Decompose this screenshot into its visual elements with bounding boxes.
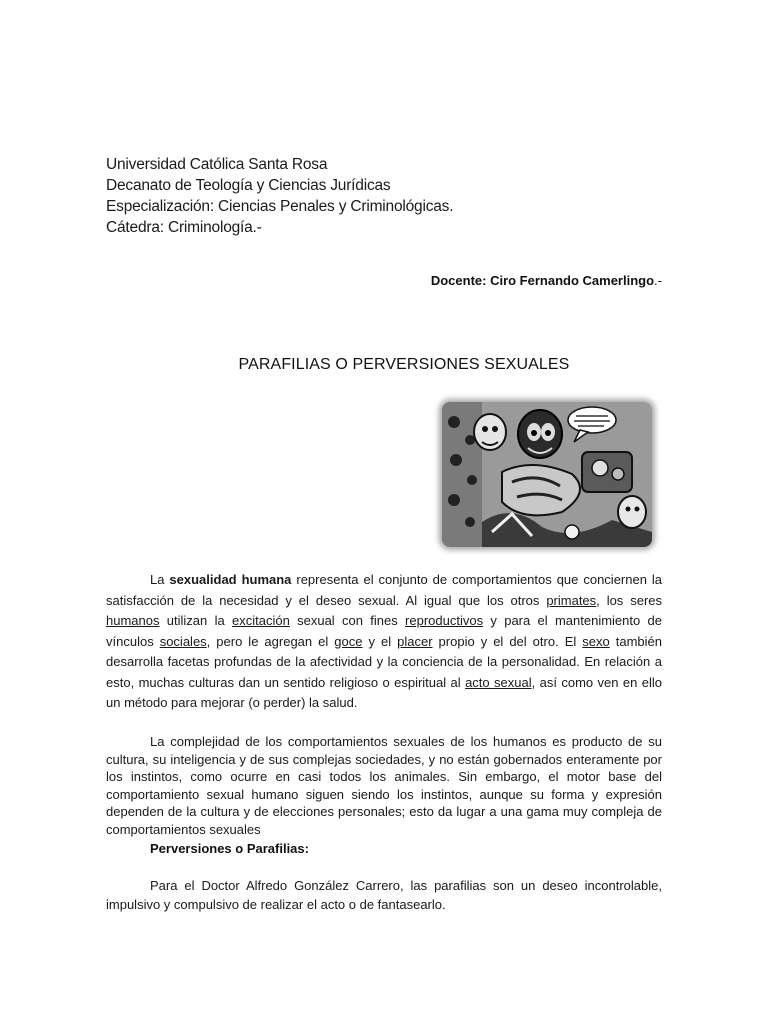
- para1-text: , pero le agregan el: [206, 633, 335, 649]
- term-sexualidad-humana: sexualidad humana: [169, 572, 292, 587]
- para1-text: sexual con fines: [289, 613, 406, 628]
- para1-text: La: [150, 572, 170, 587]
- faculty-name: Decanato de Teología y Ciencias Jurídicas: [106, 177, 391, 194]
- paragraph-complejidad: [106, 733, 662, 838]
- link-goce[interactable]: goce: [334, 633, 363, 649]
- specialization-name: Especialización: Ciencias Penales y Criminológicas.: [106, 198, 454, 215]
- link-sociales[interactable]: sociales: [159, 633, 207, 649]
- link-acto-sexual[interactable]: acto sexual: [465, 674, 532, 690]
- para1-text: , los seres: [596, 592, 663, 608]
- link-placer[interactable]: placer: [397, 633, 433, 649]
- paragraph-definicion: [106, 876, 662, 914]
- link-humanos[interactable]: humanos: [106, 613, 160, 628]
- para1-text: representa el conjunto de comportamientos que conciernen la satisfacción de la necesidad y el deseo sexual. Al igual que los otros: [106, 572, 663, 608]
- document-title: PARAFILIAS O PERVERSIONES SEXUALES: [238, 356, 570, 373]
- institution-header: [106, 154, 666, 238]
- para1-text: también desarrolla facetas profundas de la afectividad y la conciencia de la personalidad. En relación a esto, muchas culturas dan un sentido religioso o espiritual al: [106, 633, 662, 690]
- instructor-suffix: .-: [654, 273, 662, 288]
- link-sexo[interactable]: sexo: [582, 633, 610, 649]
- para1-text: y el: [362, 633, 398, 649]
- course-name: Cátedra: Criminología.-: [106, 219, 262, 236]
- para2-text: La complejidad de los comportamientos sexuales de los humanos es producto de su cultura, su inteligencia y de sus complejas sociedades, y no están gobernados enteramente por los instintos, como ocurre en casi todos los animales. Sin embargo, el motor base del comportamiento sexual humano siguen siendo los instintos, aunque su forma y expresión dependen de la cultura y de elecciones personales; esto da lugar a una gama muy compleja de comportamientos sexuales: [106, 734, 662, 837]
- link-primates[interactable]: primates: [546, 592, 597, 608]
- comic-illustration-icon: [442, 402, 652, 547]
- para1-text: utilizan la: [159, 613, 232, 628]
- paragraph-sexualidad: [106, 570, 662, 714]
- para1-text: propio y el del otro. El: [432, 633, 583, 649]
- instructor-line: [431, 273, 662, 288]
- link-excitacion[interactable]: excitación: [232, 613, 290, 628]
- instructor-name: Docente: Ciro Fernando Camerlingo: [430, 273, 655, 288]
- para3-text: Para el Doctor Alfredo González Carrero, las parafilias son un deseo incontrolable, impulsivo y compulsivo de realizar el acto o de fantasearlo.: [106, 878, 662, 912]
- university-name: Universidad Católica Santa Rosa: [106, 156, 328, 173]
- section-heading: Perversiones o Parafilias:: [150, 841, 309, 856]
- link-reproductivos[interactable]: reproductivos: [405, 613, 484, 628]
- para1-text: , así como ven en ello un método para mejorar (o perder) la salud.: [106, 674, 662, 710]
- para1-text: y para el mantenimiento de vínculos: [106, 613, 662, 649]
